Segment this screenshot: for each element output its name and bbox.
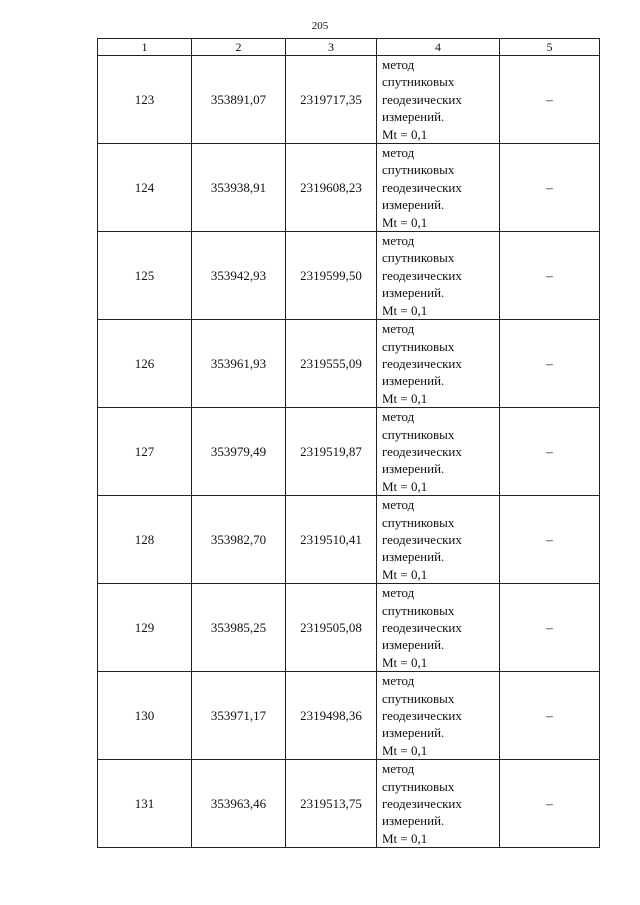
method-line: метод	[382, 497, 415, 513]
method-cell	[377, 584, 500, 672]
method-line: метод	[382, 57, 415, 72]
method-cell	[377, 496, 500, 584]
point-number-cell: 126	[98, 320, 192, 408]
table-row	[98, 760, 600, 848]
method-line: Mt = 0,1	[382, 478, 428, 494]
method-line: измерений.	[382, 461, 445, 477]
point-number-cell: 125	[98, 232, 192, 320]
point-number-cell: 127	[98, 408, 192, 496]
method-line: геодезических	[382, 708, 462, 724]
note-cell: –	[500, 232, 600, 320]
point-number-cell: 130	[98, 672, 192, 760]
method-cell	[377, 232, 500, 320]
y-coordinate-cell: 2319519,87	[286, 408, 377, 496]
note-cell: –	[500, 56, 600, 144]
point-number-cell: 123	[98, 56, 192, 144]
x-coordinate-cell: 353891,07	[192, 56, 286, 144]
table-row	[98, 320, 600, 408]
note-cell: –	[500, 408, 600, 496]
table-row	[98, 496, 600, 584]
note-cell: –	[500, 584, 600, 672]
note-cell: –	[500, 320, 600, 408]
method-line: спутниковых	[382, 338, 455, 354]
method-line: Mt = 0,1	[382, 566, 428, 582]
method-line: геодезических	[382, 267, 462, 283]
x-coordinate-cell: 353963,46	[192, 760, 286, 848]
method-line: метод	[382, 321, 415, 337]
table-row	[98, 408, 600, 496]
note-cell: –	[500, 496, 600, 584]
method-line: измерений.	[382, 197, 445, 213]
method-line: метод	[382, 409, 415, 425]
method-line: измерений.	[382, 813, 445, 829]
method-line: метод	[382, 673, 415, 689]
y-coordinate-cell: 2319498,36	[286, 672, 377, 760]
method-line: Mt = 0,1	[382, 214, 428, 230]
method-line: измерений.	[382, 373, 445, 389]
method-line: спутниковых	[382, 162, 455, 178]
method-line: геодезических	[382, 355, 462, 371]
method-line: метод	[382, 585, 415, 601]
y-coordinate-cell: 2319505,08	[286, 584, 377, 672]
method-cell	[377, 56, 500, 144]
method-line: измерений.	[382, 637, 445, 653]
column-header-5: 5	[500, 39, 600, 56]
method-line: метод	[382, 233, 415, 249]
note-cell: –	[500, 760, 600, 848]
method-line: спутниковых	[382, 426, 455, 442]
x-coordinate-cell: 353942,93	[192, 232, 286, 320]
method-line: Mt = 0,1	[382, 742, 428, 758]
point-number-cell: 128	[98, 496, 192, 584]
y-coordinate-cell: 2319513,75	[286, 760, 377, 848]
column-header-2: 2	[192, 39, 286, 56]
method-line: Mt = 0,1	[382, 390, 428, 406]
table-row	[98, 232, 600, 320]
x-coordinate-cell: 353961,93	[192, 320, 286, 408]
method-line: геодезических	[382, 620, 462, 635]
table-header-row	[98, 39, 600, 56]
method-cell	[377, 760, 500, 848]
table-row	[98, 672, 600, 760]
method-line: спутниковых	[382, 778, 455, 794]
point-number-cell: 129	[98, 584, 192, 672]
table-row	[98, 56, 600, 144]
x-coordinate-cell: 353971,17	[192, 672, 286, 760]
method-line: Mt = 0,1	[382, 302, 428, 318]
column-header-3: 3	[286, 39, 377, 56]
method-line: метод	[382, 145, 415, 161]
method-line: Mt = 0,1	[382, 126, 428, 142]
method-line: измерений.	[382, 109, 445, 125]
method-line: геодезических	[382, 531, 462, 547]
y-coordinate-cell: 2319717,35	[286, 56, 377, 144]
note-cell: –	[500, 672, 600, 760]
method-line: спутниковых	[382, 602, 455, 618]
method-line: Mt = 0,1	[382, 654, 428, 670]
method-line: геодезических	[382, 179, 462, 195]
method-line: измерений.	[382, 285, 445, 301]
method-cell	[377, 144, 500, 232]
page-number: 205	[311, 20, 329, 32]
method-line: измерений.	[382, 549, 445, 565]
method-line: измерений.	[382, 725, 445, 741]
y-coordinate-cell: 2319510,41	[286, 496, 377, 584]
method-line: спутниковых	[382, 74, 455, 90]
y-coordinate-cell: 2319599,50	[286, 232, 377, 320]
table-row	[98, 584, 600, 672]
method-line: геодезических	[382, 443, 462, 459]
point-number-cell: 131	[98, 760, 192, 848]
x-coordinate-cell: 353982,70	[192, 496, 286, 584]
method-line: метод	[382, 761, 415, 777]
method-cell	[377, 408, 500, 496]
method-line: спутниковых	[382, 250, 455, 266]
method-cell	[377, 672, 500, 760]
y-coordinate-cell: 2319555,09	[286, 320, 377, 408]
column-header-1: 1	[98, 39, 192, 56]
method-cell	[377, 320, 500, 408]
method-line: Mt = 0,1	[382, 830, 428, 846]
column-header-4: 4	[377, 39, 500, 56]
x-coordinate-cell: 353938,91	[192, 144, 286, 232]
method-line: спутниковых	[382, 514, 455, 530]
note-cell: –	[500, 144, 600, 232]
method-line: геодезических	[382, 796, 462, 812]
table-body	[98, 56, 600, 848]
table-row	[98, 144, 600, 232]
x-coordinate-cell: 353985,25	[192, 584, 286, 672]
method-line: спутниковых	[382, 690, 455, 706]
method-line: геодезических	[382, 91, 462, 107]
point-number-cell: 124	[98, 144, 192, 232]
x-coordinate-cell: 353979,49	[192, 408, 286, 496]
y-coordinate-cell: 2319608,23	[286, 144, 377, 232]
coordinates-table	[97, 38, 600, 848]
